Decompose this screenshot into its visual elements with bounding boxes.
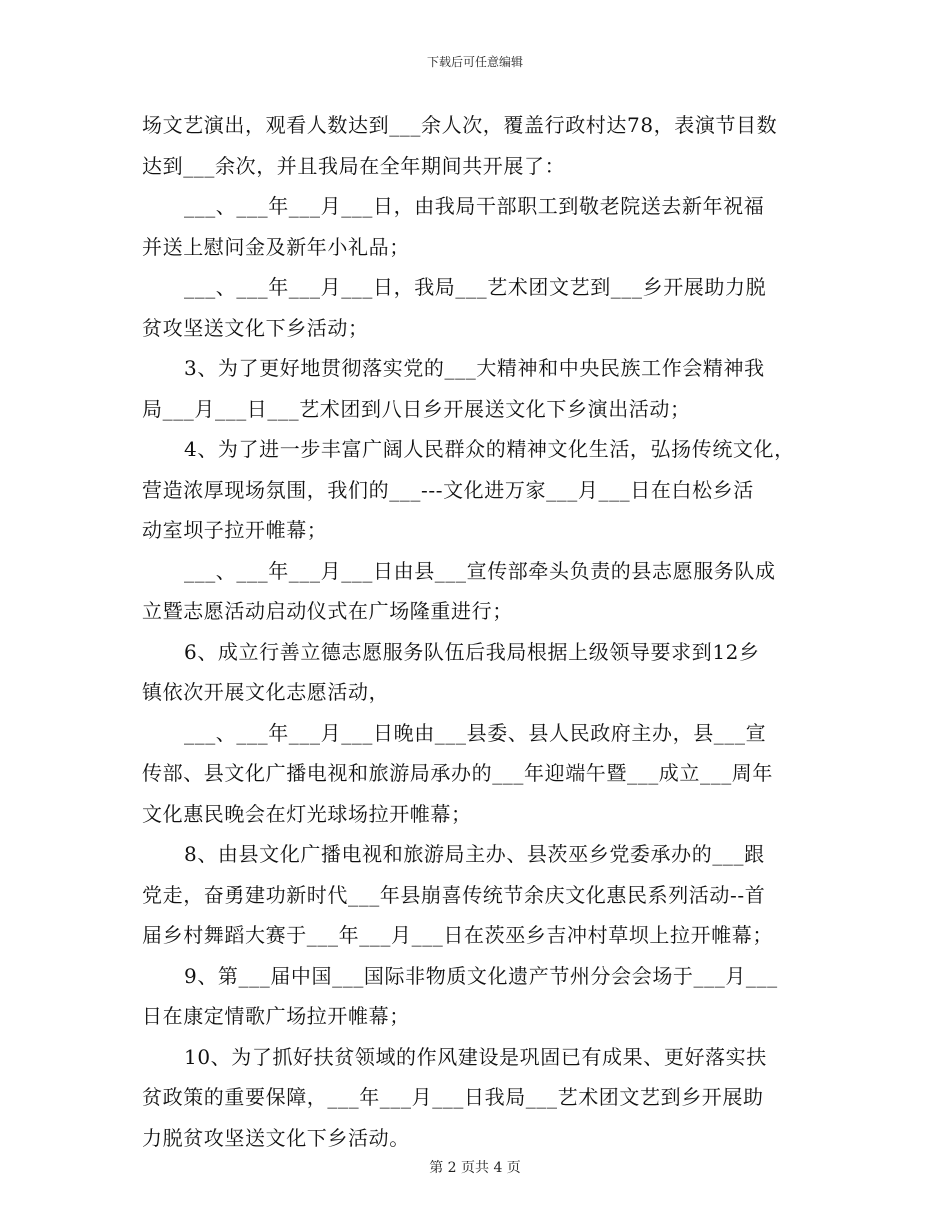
text-line: ___、___年___月___日晚由___县委、县人民政府主办，县___宣	[184, 720, 767, 745]
page-footer: 第 2 页共 4 页	[429, 1160, 521, 1176]
text-line: 9、第___届中国___国际非物质文化遗产节州分会会场于___月___	[184, 963, 778, 988]
text-line: 3、为了更好地贯彻落实党的___大精神和中央民族工作会精神我	[184, 356, 765, 380]
text-line: ___、___年___月___日，由我局干部职工到敬老院送去新年祝福	[184, 194, 765, 218]
text-line: 8、由县文化广播电视和旅游局主办、县茨巫乡党委承办的___跟	[184, 842, 765, 866]
text-line: 传部、县文化广播电视和旅游局承办的___年迎端午暨___成立___周年	[142, 761, 773, 785]
text-line: 贫攻坚送文化下乡活动；	[142, 315, 369, 340]
text-line: 10、为了抓好扶贫领域的作风建设是巩固已有成果、更好落实扶	[184, 1044, 767, 1069]
text-line: 6、成立行善立德志愿服务队伍后我局根据上级领导要求到12乡	[184, 639, 760, 664]
text-line: ___、___年___月___日，我局___艺术团文艺到___乡开展助力脱	[184, 275, 767, 299]
text-line: 贫政策的重要保障，___年___月___日我局___艺术团文艺到乡开展助	[142, 1085, 764, 1109]
text-line: 局___月___日___艺术团到八日乡开展送文化下乡演出活动；	[142, 396, 691, 421]
text-line: 日在康定情歌广场拉开帷幕；	[142, 1004, 410, 1028]
text-line: 镇依次开展文化志愿活动，	[142, 680, 390, 704]
text-line: ___、___年___月___日由县___宣传部牵头负责的县志愿服务队成	[184, 558, 776, 583]
text-line: 党走，奋勇建功新时代___年县崩喜传统节余庆文化惠民系列活动--首	[142, 882, 766, 907]
document-body	[142, 105, 832, 1158]
text-line: 达到___余次，并且我局在全年期间共开展了：	[142, 153, 566, 178]
page-header: 下载后可任意编辑	[426, 55, 523, 69]
text-line: 文化惠民晚会在灯光球场拉开帷幕；	[142, 801, 472, 826]
text-line: 4、为了进一步丰富广阔人民群众的精神文化生活，弘扬传统文化，	[184, 437, 795, 461]
text-line: 届乡村舞蹈大赛于___年___月___日在茨巫乡吉冲村草坝上拉开帷幕；	[142, 923, 773, 947]
text-line: 并送上慰问金及新年小礼品；	[142, 234, 410, 259]
text-line: 力脱贫攻坚送文化下乡活动。	[142, 1125, 410, 1150]
text-line: 动室坝子拉开帷幕；	[142, 518, 328, 542]
text-line: 营造浓厚现场氛围，我们的___---文化进万家___月___日在白松乡活	[142, 477, 754, 502]
text-line: 场文艺演出，观看人数达到___余人次，覆盖行政村达78，表演节目数	[142, 113, 778, 137]
text-line: 立暨志愿活动启动仪式在广场隆重进行；	[142, 599, 513, 623]
